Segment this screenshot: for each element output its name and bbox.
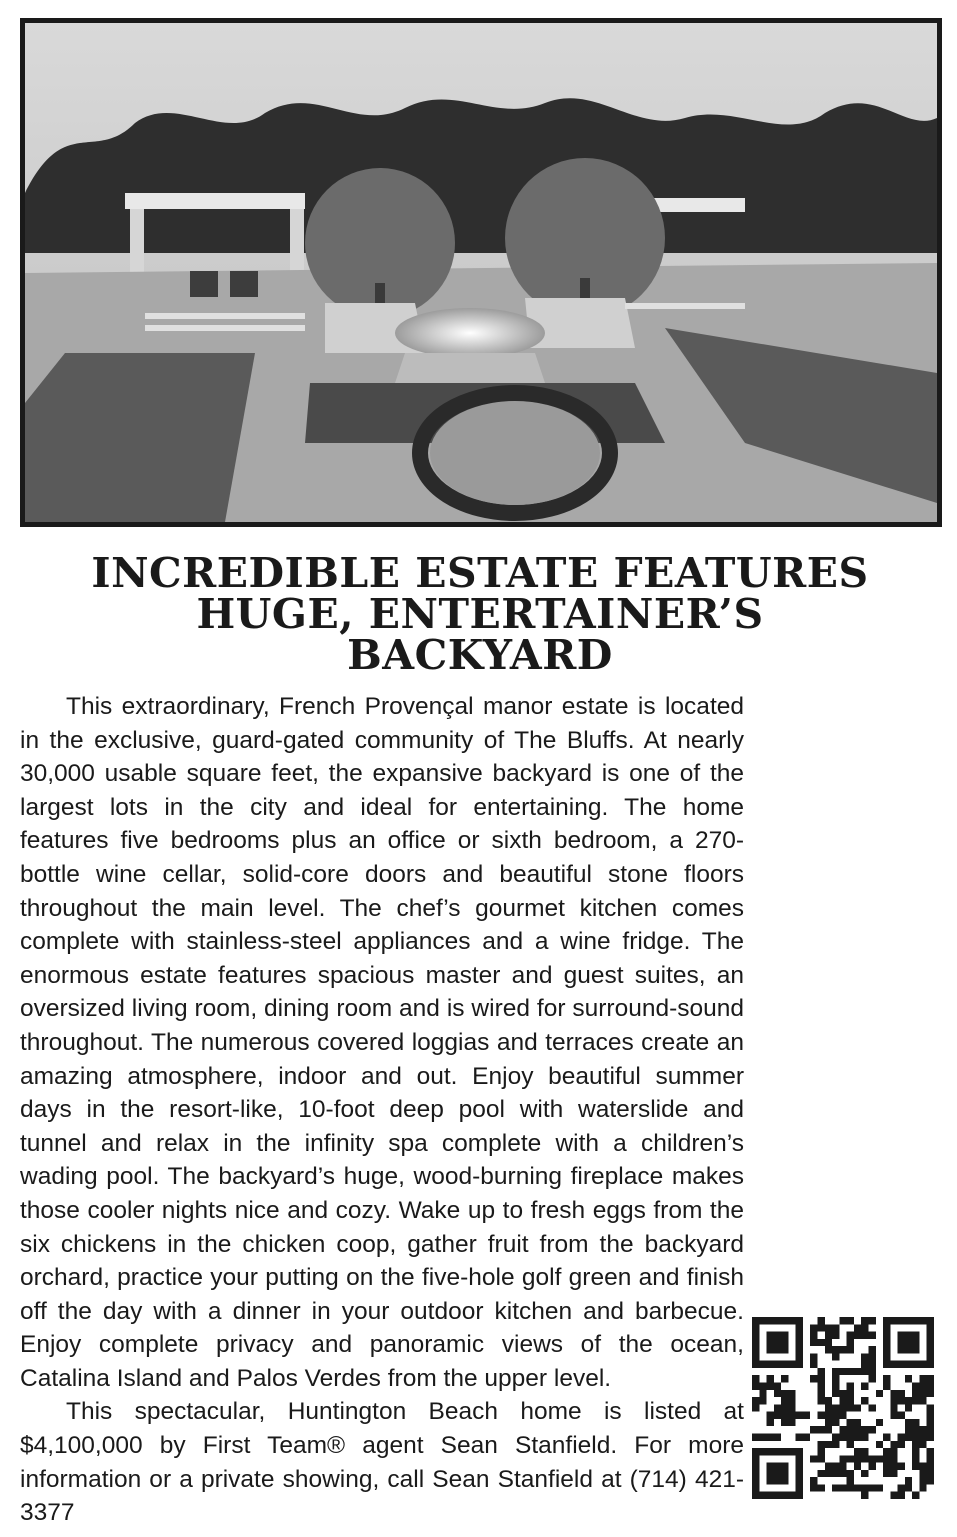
headline-line-2: HUGE, ENTERTAINER’S [196, 590, 764, 638]
article-paragraph-1: This extraordinary, French Provençal manor estate is located in the exclusive, guard-gated community of The Bluffs. At nearly 30,000 usable square feet, the expansive backyard is one of the largest lots in the city and ideal for entertaining. The home features five bedrooms plus an office or sixth bedroom, a 270-bottle wine cellar, solid-core doors and beautiful stone floors throughout the main level. The chef’s gourmet kitchen comes complete with stainless-steel appliances and a wine fridge. The enormous estate features spacious master and guest suites, an oversized living room, dining room and is wired for surround-sound throughout. The numerous covered loggias and terraces create an amazing atmosphere, indoor and out. Enjoy beautiful summer days in the resort-like, 10-foot deep pool with waterslide and tunnel and relax in the infinity spa complete with a children’s wading pool. The backyard’s huge, wood-burning fireplace makes those cooler nights nice and cozy. Wake up to fresh eggs from the six chickens in the chicken coop, gather fruit from the backyard orchard, practice your putting on the five-hole golf green and finish off the day with a dinner in your outdoor kitchen and barbecue. Enjoy complete privacy and panoramic views of the ocean, Catalina Island and Palos Verdes from the upper level. [20, 693, 744, 1392]
backyard-image [25, 23, 937, 522]
estate-backyard-photo [20, 18, 942, 527]
headline-line-3: BACKYARD [347, 631, 613, 679]
headline-line-1: INCREDIBLE ESTATE FEATURES [91, 549, 869, 597]
qr-code-icon[interactable] [752, 1317, 934, 1499]
qr-code-graphic [752, 1317, 934, 1499]
headline [20, 549, 940, 679]
article-paragraph-2: This spectacular, Huntington Beach home is listed at $4,100,000 by First Team® agent Sean Stanfield. For more information or a private showing, call Sean Stanfield at (714) 421-3377 [20, 1398, 744, 1527]
